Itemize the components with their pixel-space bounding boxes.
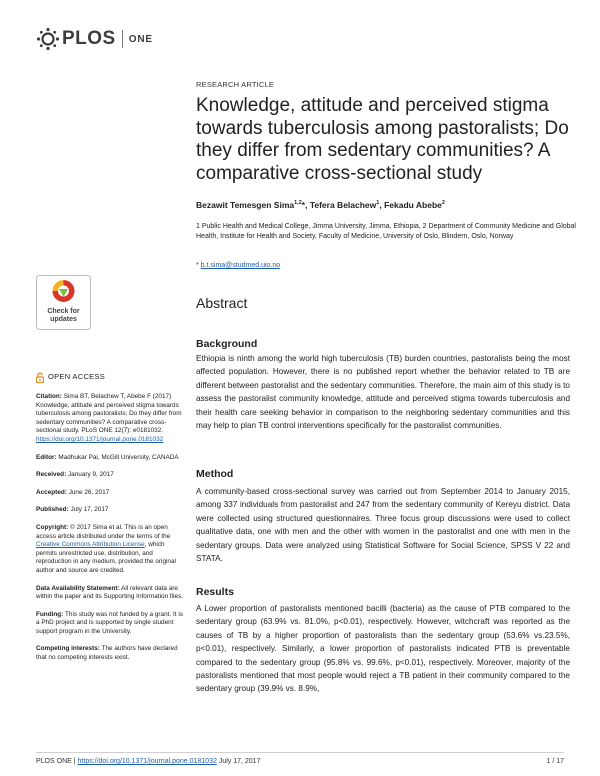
- funding-text: This study was not funded by a grant. It is a PhD project and is supported by single student support program in the University.: [36, 610, 183, 635]
- data-availability-label: Data Availability Statement:: [36, 584, 120, 592]
- competing-interests-text: The authors have declared that no competing interests exist.: [36, 645, 178, 662]
- copyright-text-cont: , which permits unrestricted use, distribution, and reproduction in any medium, provided the original author and source are credited.: [36, 541, 176, 574]
- email-link[interactable]: b.t.sima@studmed.uio.no: [200, 262, 281, 269]
- article-type: RESEARCH ARTICLE: [196, 80, 275, 89]
- check-label-line2: updates: [50, 316, 77, 323]
- open-lock-icon: [36, 372, 44, 383]
- article-title: Knowledge, attitude and perceived stigma towards tuberculosis among pastoralists; Do they differ from sedentary communities? A comparative cross-sectional study: [196, 95, 569, 184]
- journal-name: ONE: [128, 33, 153, 45]
- editor-block: [36, 454, 186, 463]
- citation-label: Citation:: [36, 393, 62, 400]
- footer-date: July 17, 2017: [218, 758, 261, 765]
- copyright-label: Copyright:: [36, 523, 69, 531]
- check-label-line1: Check for: [47, 308, 80, 315]
- article-sidebar: [36, 372, 186, 672]
- footer-doi-link[interactable]: https://doi.org/10.1371/journal.pone.0181032: [77, 758, 217, 765]
- accepted-label: Accepted:: [36, 488, 67, 496]
- author-list: Bezawit Temesgen Sima$^{1,2}$*, Tefera Belachew$^1$, Fekadu Abebe$^2$: [196, 200, 445, 210]
- section-text-background: Ethiopia is ninth among the world high tuberculosis (TB) burden countries, pastoralists being the most affected population. However, there is no published report whether the behavior related to TB are different between pastoralist and the sedentary communities. Therefore, the main aim of this study is to assess the pastoralist community knowledge, attitude and perceived stigma towards tuberculosis and their health care seeking behavior in comparison to the neighboring sedentary communities and this may help to plan TB control interventions specifically for the pastoralist communities.: [196, 354, 570, 431]
- received-label: Received:: [36, 471, 67, 479]
- footer-citation: [36, 758, 260, 765]
- section-text-results: A Lower proportion of pastoralists mentioned bacilli (bacteria) as the cause of PTB compared to the sedentary group (63.9% vs. 81.0%, p<0.01), respectively. However, witchcraft was reported as the causes of TB by a higher proportion of pastoralists than the sedentary group (53.6% vs.23.5%, p<0.01), respectively. Similarly, a lower proportion of pastoralists indicated PTB is preventable compared to the sedentary group (95.8% vs. 99.6%, p<0.01), respectively. Moreover, majority of the pastoralists mentioned that most people would reject a TB patient in their community compared to the sedentary group (39.9% vs. 8.9%,: [196, 604, 570, 694]
- plos-logo-icon: [36, 27, 60, 51]
- footer-divider: [36, 752, 564, 753]
- page-footer: [36, 758, 564, 765]
- competing-interests-block: [36, 645, 186, 662]
- logo-text: PLOS: [62, 28, 116, 49]
- open-access-label: OPEN ACCESS: [48, 372, 106, 382]
- logo-divider: [122, 30, 123, 48]
- section-text-method: A community-based cross-sectional survey was carried out from September 2014 to January 2015, among 337 individuals from pastoralist and 247 from the sedentary community of Kereyu district. Data were collected using structured questionnaires. Three focus group discussions were used to collect qualitative data, one with men and the other with women in the pastoralist and one with men in the sedentary groups. Data were analyzed using Statistical Software for Social Science, SPSS V 22 and STATA.: [196, 487, 570, 564]
- received-text: January 9, 2017: [67, 471, 114, 479]
- author-name[interactable]: Fekadu Abebe: [384, 200, 442, 210]
- citation-text: Sima BT, Belachew T, Abebe F (2017) Knowledge, attitude and perceived stigma towards tuberculosis among pastoralists; Do they differ from sedentary communities? A comparative cross-sectional study. PLoS ONE 12(7): e0181032.: [36, 393, 182, 435]
- accepted-text: June 26, 2017: [68, 488, 110, 496]
- check-for-updates-label: [36, 308, 91, 324]
- data-availability-block: [36, 585, 186, 602]
- footer-separator: |: [73, 758, 76, 765]
- accepted-block: [36, 489, 186, 498]
- citation-doi-link[interactable]: https://doi.org/10.1371/journal.pone.0181032: [36, 435, 164, 443]
- published-text: July 17, 2017: [70, 506, 109, 514]
- page-number: 1 / 17: [546, 758, 564, 765]
- editor-label: Editor:: [36, 453, 57, 461]
- funding-block: [36, 611, 186, 637]
- open-access-badge: [36, 372, 186, 383]
- abstract-heading: Abstract: [196, 295, 248, 311]
- section-heading-method: Method: [196, 468, 234, 480]
- author-name[interactable]: Tefera Belachew: [309, 200, 377, 210]
- license-link[interactable]: Creative Commons Attribution License: [36, 541, 145, 549]
- funding-label: Funding:: [36, 610, 64, 618]
- corresponding-email: * b.t.sima@studmed.uio.no: [196, 262, 281, 269]
- author-affiliation-sup: 2: [441, 200, 445, 207]
- journal-logo[interactable]: [36, 26, 153, 52]
- author-affiliation-sup: 1,2: [294, 200, 302, 207]
- copyright-text: © 2017 Sima et al. This is an open access article distributed under the terms of the: [36, 523, 171, 540]
- affiliations: 1 Public Health and Medical College, Jimma University, Jimma, Ethiopia, 2 Department of Community Medicine and Global Health, Institute for Health and Society, Faculty of Medicine, University of Oslo, Blindern, Oslo, Norway: [196, 223, 576, 240]
- citation-block: [36, 393, 186, 445]
- footer-journal: PLOS ONE: [36, 758, 72, 765]
- published-label: Published:: [36, 506, 69, 514]
- author-affiliation-sup: 1: [376, 200, 380, 207]
- section-heading-results: Results: [196, 586, 234, 598]
- copyright-block: [36, 524, 186, 576]
- published-block: [36, 506, 186, 515]
- competing-interests-label: Competing interests:: [36, 645, 100, 653]
- received-block: [36, 471, 186, 480]
- editor-text: Madhukar Pai, McGill University, CANADA: [58, 453, 179, 461]
- author-name[interactable]: Bezawit Temesgen Sima: [196, 200, 295, 210]
- data-availability-text: All relevant data are within the paper and its Supporting Information files.: [36, 584, 184, 601]
- corresponding-mark: *: [301, 200, 306, 210]
- section-heading-background: Background: [196, 338, 258, 350]
